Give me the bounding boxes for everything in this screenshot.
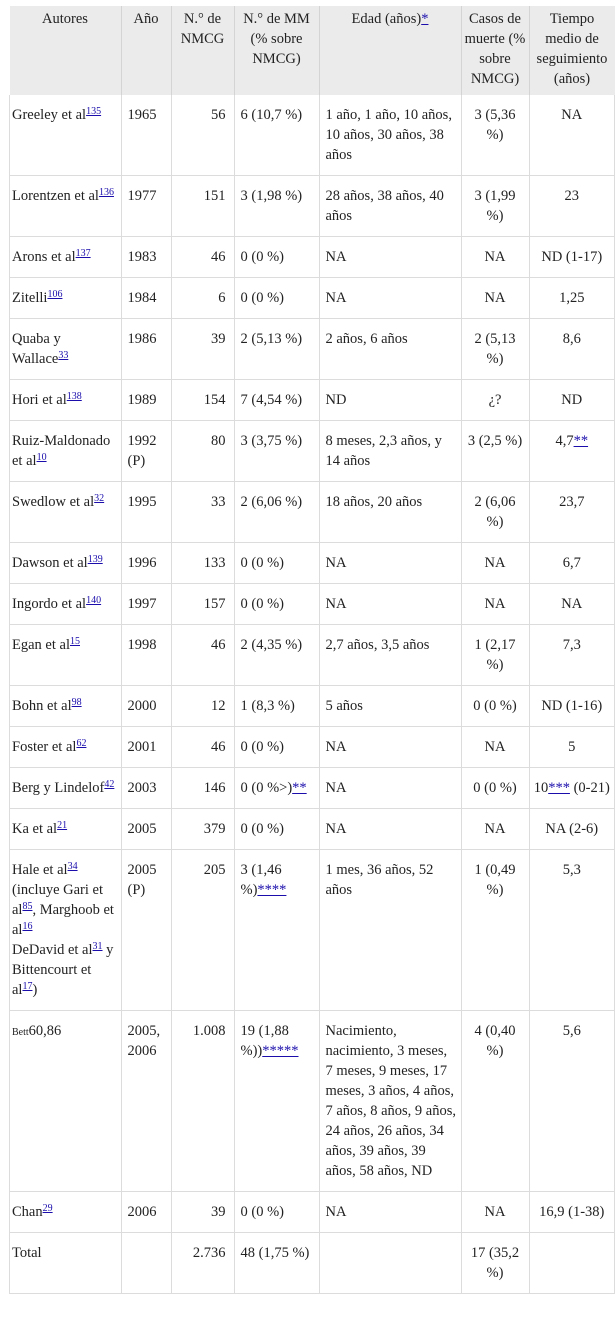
- mm-value: 1 (8,3 %): [240, 698, 295, 714]
- cell-author: [10, 727, 122, 768]
- table-row: [10, 482, 615, 543]
- cell-follow-up: [529, 237, 615, 278]
- cell-deaths: NA: [461, 543, 529, 584]
- cell-nmcg: 151: [171, 176, 234, 237]
- follow-up-value: 23: [564, 188, 579, 204]
- cell-mm: [234, 380, 319, 421]
- cell-deaths: 0 (0 %): [461, 686, 529, 727]
- cell-nmcg: 1.008: [171, 1011, 234, 1192]
- header-muerte: Casos de muerte (% sobre NMCG): [461, 6, 529, 95]
- cell-follow-up: [529, 1011, 615, 1192]
- cell-follow-up: [529, 768, 615, 809]
- cell-year: 1998: [121, 625, 171, 686]
- cell-year: 1997: [121, 584, 171, 625]
- cell-mm: [234, 625, 319, 686]
- follow-up-value: NA: [561, 107, 583, 123]
- reference-link[interactable]: 138: [66, 391, 82, 402]
- mm-value: 0 (0 %): [240, 821, 284, 837]
- reference-link[interactable]: 33: [58, 350, 69, 361]
- follow-up-value: 10: [533, 780, 549, 796]
- reference-link[interactable]: 140: [86, 595, 102, 606]
- included-authors-text: DeDavid et al: [12, 942, 93, 958]
- mm-value: 3 (1,46 %): [240, 862, 282, 898]
- cell-year: 1989: [121, 380, 171, 421]
- author-name: Lorentzen et al: [12, 188, 99, 204]
- footnote-link[interactable]: **: [292, 780, 307, 796]
- cell-nmcg: 80: [171, 421, 234, 482]
- cell-follow-up: [529, 686, 615, 727]
- cell-age: NA: [319, 727, 461, 768]
- author-name: Bohn et al: [12, 698, 72, 714]
- cell-deaths: 4 (0,40 %): [461, 1011, 529, 1192]
- cell-age: 2 años, 6 años: [319, 319, 461, 380]
- cell-mm: [234, 237, 319, 278]
- cell-nmcg: 39: [171, 319, 234, 380]
- cell-nmcg: 46: [171, 237, 234, 278]
- cell-follow-up: [529, 421, 615, 482]
- author-name: Ka et al: [12, 821, 58, 837]
- reference-number: 60,86: [28, 1023, 62, 1039]
- cell-age: NA: [319, 584, 461, 625]
- cell-deaths: 3 (2,5 %): [461, 421, 529, 482]
- cell-follow-up: [529, 727, 615, 768]
- cell-year: 1983: [121, 237, 171, 278]
- footnote-link[interactable]: ***: [548, 780, 570, 796]
- follow-up-value: 5,3: [562, 862, 581, 878]
- cell-deaths: NA: [461, 584, 529, 625]
- table-row: [10, 1233, 615, 1294]
- reference-link[interactable]: 106: [47, 289, 63, 300]
- cell-year: 1992 (P): [121, 421, 171, 482]
- cell-age: Nacimiento, nacimiento, 3 meses, 7 meses, 9 meses, 17 meses, 3 años, 4 años, 7 años, 8 años, 9 años, 24 años, 26 años, 34 años, 39 años, 39 años, 58 años, ND: [319, 1011, 461, 1192]
- mm-value: 0 (0 %): [240, 290, 284, 306]
- cell-nmcg: 33: [171, 482, 234, 543]
- footnote-link[interactable]: ****: [257, 882, 287, 898]
- reference-link[interactable]: 29: [42, 1203, 53, 1214]
- author-name: Hori et al: [12, 392, 67, 408]
- cell-year: 2005, 2006: [121, 1011, 171, 1192]
- author-name: Dawson et al: [12, 555, 88, 571]
- author-name: Swedlow et al: [12, 494, 95, 510]
- follow-up-value: 5: [568, 739, 576, 755]
- cell-nmcg: 46: [171, 727, 234, 768]
- author-name: Hale et al: [12, 862, 68, 878]
- cell-mm: [234, 1011, 319, 1192]
- cell-age: 1 año, 1 año, 10 años, 10 años, 30 años, 38 años: [319, 95, 461, 176]
- cell-mm: [234, 543, 319, 584]
- mm-value: 19 (1,88 %)): [240, 1023, 289, 1059]
- author-name: Bett: [12, 1027, 29, 1038]
- cell-mm: [234, 809, 319, 850]
- author-name: Greeley et al: [12, 107, 87, 123]
- cell-author: [10, 319, 122, 380]
- reference-link[interactable]: 98: [71, 697, 82, 708]
- header-row: [10, 6, 615, 95]
- reference-link[interactable]: 31: [92, 941, 103, 952]
- cell-year: 2003: [121, 768, 171, 809]
- follow-up-value: NA: [561, 596, 583, 612]
- table-row: [10, 421, 615, 482]
- cell-mm: [234, 584, 319, 625]
- cell-age: 18 años, 20 años: [319, 482, 461, 543]
- follow-up-value: ND: [561, 392, 583, 408]
- table-row: [10, 95, 615, 176]
- header-edad: [319, 6, 461, 95]
- reference-link[interactable]: 16: [22, 921, 33, 932]
- table-row: [10, 727, 615, 768]
- follow-up-value: 1,25: [559, 290, 585, 306]
- cell-deaths: 3 (1,99 %): [461, 176, 529, 237]
- author-name: Berg y Lindelof: [12, 780, 105, 796]
- cell-follow-up: [529, 1192, 615, 1233]
- cell-year: 2000: [121, 686, 171, 727]
- cell-follow-up: [529, 95, 615, 176]
- cell-year: 1996: [121, 543, 171, 584]
- table-row: [10, 319, 615, 380]
- mm-value: 2 (5,13 %): [240, 331, 303, 347]
- table-row: [10, 768, 615, 809]
- footnote-link[interactable]: *****: [262, 1043, 299, 1059]
- reference-link[interactable]: 42: [104, 779, 115, 790]
- cell-nmcg: 2.736: [171, 1233, 234, 1294]
- included-authors-text: , Marghoob et al: [12, 902, 114, 938]
- cell-nmcg: 39: [171, 1192, 234, 1233]
- reference-link[interactable]: 34: [67, 861, 78, 872]
- mm-value: 0 (0 %): [240, 249, 284, 265]
- cell-author: [10, 1233, 122, 1294]
- cell-deaths: 2 (5,13 %): [461, 319, 529, 380]
- included-authors-text: (incluye Gari et al: [12, 882, 103, 918]
- cell-age: 1 mes, 36 años, 52 años: [319, 850, 461, 1011]
- reference-link[interactable]: 17: [22, 981, 33, 992]
- mm-value: 0 (0 %): [240, 596, 284, 612]
- mm-value: 3 (3,75 %): [240, 433, 303, 449]
- cell-year: 2006: [121, 1192, 171, 1233]
- reference-link[interactable]: 137: [75, 248, 91, 259]
- author-name: Total: [12, 1245, 42, 1261]
- cell-nmcg: 157: [171, 584, 234, 625]
- table-row: [10, 850, 615, 1011]
- cell-nmcg: 154: [171, 380, 234, 421]
- header-seguimiento: Tiempo medio de seguimiento (años): [529, 6, 615, 95]
- included-authors-text: y Bittencourt et al: [12, 942, 114, 998]
- table-row: [10, 686, 615, 727]
- mm-value: 0 (0 %>): [240, 780, 293, 796]
- cell-mm: [234, 482, 319, 543]
- cell-follow-up: [529, 176, 615, 237]
- author-name: Arons et al: [12, 249, 76, 265]
- footnote-link[interactable]: *: [421, 11, 429, 27]
- cell-year: [121, 1233, 171, 1294]
- follow-up-value: 4,7: [555, 433, 574, 449]
- mm-value: 0 (0 %): [240, 555, 284, 571]
- cell-age: NA: [319, 809, 461, 850]
- cell-author: [10, 625, 122, 686]
- author-name: Ruiz-Maldonado et al: [12, 433, 111, 469]
- cell-author: [10, 237, 122, 278]
- cell-follow-up: [529, 380, 615, 421]
- mm-value: 0 (0 %): [240, 739, 284, 755]
- table-row: [10, 237, 615, 278]
- cell-year: 1986: [121, 319, 171, 380]
- cell-nmcg: 205: [171, 850, 234, 1011]
- cell-mm: [234, 1233, 319, 1294]
- cell-mm: [234, 278, 319, 319]
- cell-deaths: NA: [461, 809, 529, 850]
- reference-link[interactable]: 32: [94, 493, 105, 504]
- cell-year: 1984: [121, 278, 171, 319]
- cell-nmcg: 46: [171, 625, 234, 686]
- cell-year: 2005 (P): [121, 850, 171, 1011]
- cell-deaths: NA: [461, 727, 529, 768]
- cell-nmcg: 146: [171, 768, 234, 809]
- cell-mm: [234, 176, 319, 237]
- footnote-link[interactable]: **: [573, 433, 589, 449]
- follow-up-range: (0-21): [569, 780, 610, 796]
- cell-follow-up: [529, 625, 615, 686]
- mm-value: 6 (10,7 %): [240, 107, 303, 123]
- header-nmcg: N.° de NMCG: [171, 6, 234, 95]
- cell-mm: [234, 727, 319, 768]
- reference-link[interactable]: 139: [87, 554, 103, 565]
- cell-deaths: 1 (0,49 %): [461, 850, 529, 1011]
- cell-year: 1995: [121, 482, 171, 543]
- cell-follow-up: [529, 809, 615, 850]
- table-row: [10, 543, 615, 584]
- header-autores: Autores: [10, 6, 122, 95]
- cell-author: [10, 482, 122, 543]
- author-name: Chan: [12, 1204, 43, 1220]
- author-name: Quaba y Wallace: [12, 331, 61, 367]
- table-row: [10, 1192, 615, 1233]
- cell-author: [10, 768, 122, 809]
- cell-deaths: ¿?: [461, 380, 529, 421]
- mm-value: 48 (1,75 %): [240, 1245, 310, 1261]
- melanoma-risk-table: [9, 6, 615, 1294]
- reference-link[interactable]: 10: [36, 452, 47, 463]
- follow-up-value: ND (1-17): [541, 249, 603, 265]
- cell-follow-up: [529, 543, 615, 584]
- table-row: [10, 176, 615, 237]
- header-ano: Año: [121, 6, 171, 95]
- cell-mm: [234, 421, 319, 482]
- cell-deaths: 2 (6,06 %): [461, 482, 529, 543]
- cell-age: 5 años: [319, 686, 461, 727]
- cell-author: [10, 850, 122, 1011]
- cell-nmcg: 12: [171, 686, 234, 727]
- reference-link[interactable]: 21: [57, 820, 68, 831]
- cell-age: NA: [319, 768, 461, 809]
- cell-age: NA: [319, 1192, 461, 1233]
- reference-link[interactable]: 135: [86, 106, 102, 117]
- cell-author: [10, 584, 122, 625]
- cell-age: 8 meses, 2,3 años, y 14 años: [319, 421, 461, 482]
- reference-link[interactable]: 62: [76, 738, 87, 749]
- cell-author: [10, 686, 122, 727]
- cell-mm: [234, 95, 319, 176]
- cell-age: 28 años, 38 años, 40 años: [319, 176, 461, 237]
- cell-deaths: NA: [461, 237, 529, 278]
- cell-age: 2,7 años, 3,5 años: [319, 625, 461, 686]
- cell-nmcg: 56: [171, 95, 234, 176]
- cell-deaths: 1 (2,17 %): [461, 625, 529, 686]
- follow-up-value: 6,7: [562, 555, 581, 571]
- cell-author: [10, 278, 122, 319]
- cell-year: 2005: [121, 809, 171, 850]
- cell-age: [319, 1233, 461, 1294]
- author-name: Foster et al: [12, 739, 77, 755]
- cell-follow-up: [529, 278, 615, 319]
- cell-mm: [234, 686, 319, 727]
- cell-nmcg: 133: [171, 543, 234, 584]
- follow-up-value: 5,6: [562, 1023, 581, 1039]
- cell-age: NA: [319, 237, 461, 278]
- header-mm: N.° de MM (% sobre NMCG): [234, 6, 319, 95]
- follow-up-value: 16,9 (1-38): [539, 1204, 605, 1220]
- cell-age: ND: [319, 380, 461, 421]
- cell-follow-up: [529, 482, 615, 543]
- mm-value: 2 (4,35 %): [240, 637, 303, 653]
- author-name: Egan et al: [12, 637, 70, 653]
- follow-up-value: 8,6: [562, 331, 581, 347]
- mm-value: 2 (6,06 %): [240, 494, 303, 510]
- follow-up-value: NA (2-6): [545, 821, 599, 837]
- mm-value: 7 (4,54 %): [240, 392, 303, 408]
- cell-author: [10, 380, 122, 421]
- cell-year: 2001: [121, 727, 171, 768]
- cell-nmcg: 379: [171, 809, 234, 850]
- follow-up-value: 7,3: [562, 637, 581, 653]
- author-name: Zitelli: [12, 290, 48, 306]
- cell-age: NA: [319, 543, 461, 584]
- mm-value: 0 (0 %): [240, 1204, 284, 1220]
- table-row: [10, 584, 615, 625]
- cell-age: NA: [319, 278, 461, 319]
- cell-follow-up: [529, 319, 615, 380]
- author-name: Ingordo et al: [12, 596, 87, 612]
- header-edad-label: Edad (años): [351, 11, 422, 27]
- mm-value: 3 (1,98 %): [240, 188, 303, 204]
- cell-author: [10, 543, 122, 584]
- cell-year: 1965: [121, 95, 171, 176]
- cell-author: [10, 421, 122, 482]
- reference-link[interactable]: 15: [69, 636, 80, 647]
- follow-up-value: 23,7: [559, 494, 585, 510]
- cell-deaths: 3 (5,36 %): [461, 95, 529, 176]
- reference-link[interactable]: 136: [98, 187, 114, 198]
- cell-mm: [234, 1192, 319, 1233]
- reference-link[interactable]: 85: [22, 901, 33, 912]
- cell-mm: [234, 319, 319, 380]
- cell-author: [10, 176, 122, 237]
- cell-year: 1977: [121, 176, 171, 237]
- cell-author: [10, 809, 122, 850]
- cell-author: [10, 1192, 122, 1233]
- cell-nmcg: 6: [171, 278, 234, 319]
- included-authors-text: ): [32, 982, 38, 998]
- cell-author: [10, 1011, 122, 1192]
- cell-mm: [234, 768, 319, 809]
- cell-deaths: 17 (35,2 %): [461, 1233, 529, 1294]
- cell-deaths: NA: [461, 278, 529, 319]
- cell-follow-up: [529, 584, 615, 625]
- table-row: [10, 380, 615, 421]
- cell-follow-up: [529, 1233, 615, 1294]
- table-row: [10, 809, 615, 850]
- cell-follow-up: [529, 850, 615, 1011]
- table-row: [10, 625, 615, 686]
- cell-author: [10, 95, 122, 176]
- follow-up-value: ND (1-16): [541, 698, 603, 714]
- cell-deaths: NA: [461, 1192, 529, 1233]
- cell-mm: [234, 850, 319, 1011]
- table-row: [10, 1011, 615, 1192]
- table-row: [10, 278, 615, 319]
- cell-deaths: 0 (0 %): [461, 768, 529, 809]
